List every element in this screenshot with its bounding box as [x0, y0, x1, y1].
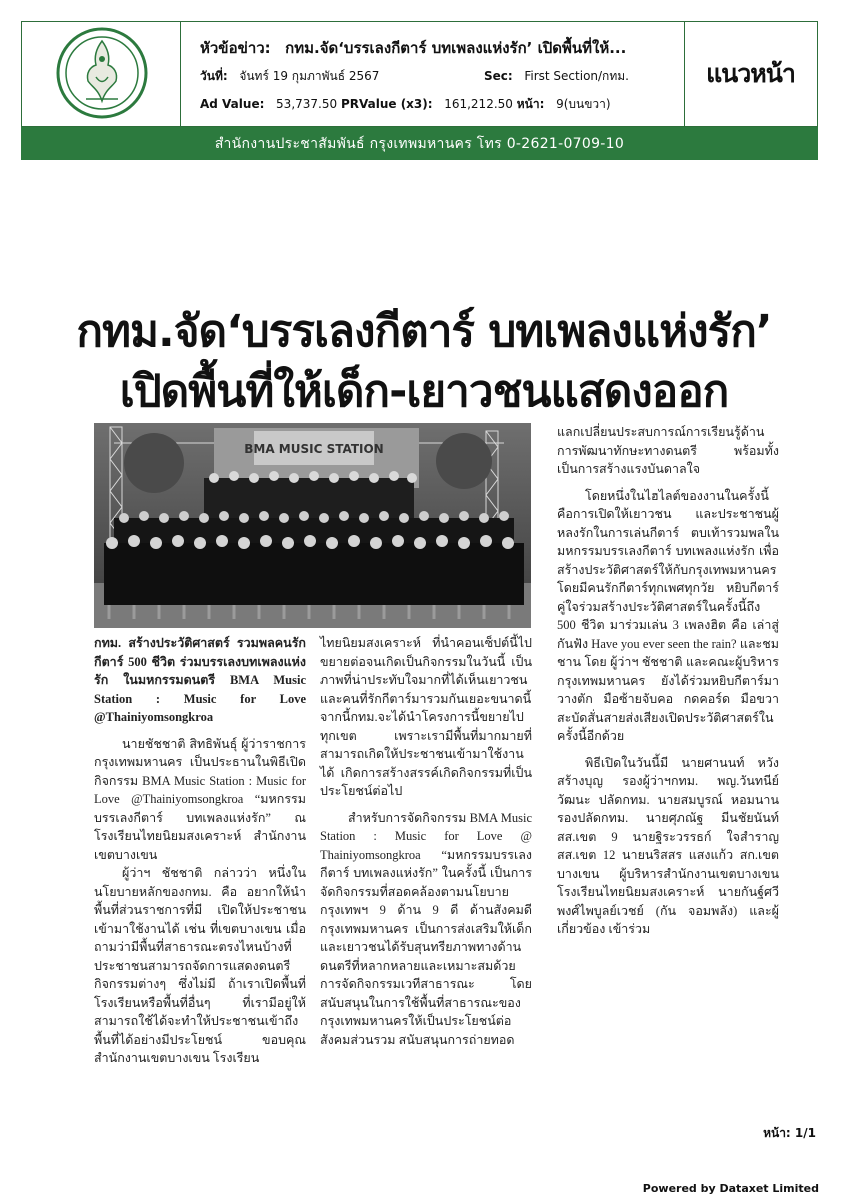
headline-label: หัวข้อข่าว:	[200, 39, 271, 57]
article-paragraph: ไทยนิยมสงเคราะห์ ที่นำคอนเซ็ปต์นี้ไปขยายต่อจนเกิดเป็นกิจกรรมในวันนี้ เป็นภาพที่น่าประทับใจมากที่ได้เห็นเยาวชนและคนที่รักกีตาร์มารวมกันเยอะขนาดนี้ จากนี้กทม.จะได้นำโครงการนี้ขยายไปทุกเขต เพราะเรามีพื้นที่มากมายที่สามารถเกิดให้ประชาชนเข้ามาใช้งานได้ เกิดการสร้างสรรค์เกิดกิจกรรมที่เป็นประโยชน์ต่อไป	[320, 636, 532, 798]
headline-text: กทม.จัด‘บรรเลงกีตาร์ บทเพลงแห่งรัก’ เปิดพื้นที่ให้...	[285, 39, 627, 57]
article-title-line2: เปิดพื้นที่ให้เด็ก-เยาวชนแสดงออก	[119, 366, 729, 417]
logo-cell	[22, 22, 181, 126]
section-cell	[684, 22, 817, 126]
newspaper-name: แนวหน้า	[706, 59, 795, 88]
bma-seal-icon	[56, 27, 148, 119]
page-indicator: หน้า: 1/1	[763, 1126, 816, 1140]
sec-label: Sec:	[484, 69, 513, 83]
page-label: หน้า:	[516, 97, 545, 111]
header-box	[21, 21, 818, 127]
date-row	[200, 67, 379, 86]
article-paragraph: แลกเปลี่ยนประสบการณ์การเรียนรู้ด้านการพัฒนาทักษะทางดนตรี พร้อมทั้งเป็นการสร้างแรงบันดาลใจ	[557, 425, 779, 476]
pr-label: PRValue (x3):	[340, 97, 433, 111]
article-column-3	[557, 423, 779, 939]
photo-caption: กทม. สร้างประวัติศาสตร์ รวมพลคนรักกีตาร์ 500 ชีวิต ร่วมบรรเลงบทเพลงแห่งรัก ในมหกรรมดนตรี BMA Music Station : Music for Love @Thainiyomsongkroa	[94, 636, 306, 724]
headline-row	[200, 36, 680, 60]
article-paragraph: โดยหนึ่งในไฮไลต์ของงานในครั้งนี้ คือการเปิดให้เยาวชน และประชาชนผู้หลงรักในการเล่นกีตาร์ ตบเท้ารวมพลในมหกรรมบรรเลงกีตาร์ บทเพลงแห่งรัก เพื่อสร้างประวัติศาสตร์ให้กับกรุงเทพมหานคร โดยมีคนรักกีตาร์ทุกเพศทุกวัย หยิบกีตาร์คู่ใจร่วมสร้างประวัติศาสตร์ในครั้งนี้ถึง 500 ชีวิต มาร่วมเล่น 3 เพลงฮิต คือ เล่าสู่กันฟัง Have you ever seen the rain? และชมชาน โดย ผู้ว่าฯ ชัชชาติ และคณะผู้บริหารกรุงเทพมหานคร ยังได้ร่วมหยิบกีตาร์มาวางตัก มือซ้ายจับคอ กดคอร์ด มือขวาสะบัดสั่นสายส่งเสียงเปิดประวัติศาสตร์ในครั้งนี้อีกด้วย	[557, 488, 779, 743]
article-paragraph: พิธีเปิดในวันนี้มี นายศานนท์ หวังสร้างบุญ รองผู้ว่าฯกทม. พญ.วันทนีย์ วัฒนะ ปลัดกทม. นายสมบูรณ์ หอมนาน รองปลัดกทม. นายศุภณัฐ มีนชัยนันท์ สส.เขต 9 นายฐิระวรรธก์ ใจสำราญ สส.เขต 12 นายนริสสร แสงแก้ว สก.เขตบางเขน ผู้บริหารสำนักงานเขตบางเขน โรงเรียนไทยนิยมสงเคราะห์ นายกันฐ์ศวีพงศ์ไพบูลย์เวชย์ (กัน จอมพลัง) และผู้เกี่ยวข้อง เข้าร่วม	[557, 755, 779, 936]
article-photo	[94, 423, 531, 628]
article-paragraph: สำหรับการจัดกิจกรรม BMA Music Station : Music for Love @ Thainiyomsongkroa “มหกรรมบรรเลงกีตาร์ บทเพลงแห่งรัก” ในครั้งนี้ เป็นการจัดกิจกรรมที่สอดคล้องตามนโยบายกรุงเทพฯ 9 ด้าน 9 ดี ด้านสังคมดี กรุงเทพมหานคร เป็นการส่งเสริมให้เด็กและเยาวชนได้รับสุนทรียภาพทางด้านดนตรีที่หลากหลายและเหมาะสมด้วยการจัดกิจกรรมเวทีสาธารณะ โดยสนับสนุนในการใช้พื้นที่สาธารณะของกรุงเทพมหานครให้เป็นประโยชน์ต่อสังคมส่วนรวม สนับสนุนการถ่ายทอด	[320, 810, 532, 1047]
office-banner: สำนักงานประชาสัมพันธ์ กรุงเทพมหานคร โทร 0-2621-0709-10	[21, 127, 818, 160]
ad-value: 53,737.50	[276, 97, 338, 111]
article-column-1	[94, 634, 306, 1068]
article-paragraph: ผู้ว่าฯ ชัชชาติ กล่าวว่า หนึ่งในนโยบายหลักของกทม. คือ อยากให้นำพื้นที่ส่วนราชการที่มี เปิดให้ประชาชนเข้ามาใช้งานได้ เช่น ที่เขตบางเขน เมื่อถามว่ามีพื้นที่สาธารณะตรงไหนบ้างที่ประชาชนสามารถจัดการแสดงดนตรี กิจกรรมต่างๆ ซึ่งไม่มี ถ้าเราเปิดพื้นที่โรงเรียนหรือพื้นที่อื่นๆ ที่เรามีอยู่ให้สามารถใช้ได้จะทำให้ประชาชนเข้าถึงพื้นที่ได้อย่างมีประโยชน์ ขอบคุณสำนักงานเขตบางเขน โรงเรียน	[94, 866, 306, 1065]
article-paragraph: นายชัชชาติ สิทธิพันธุ์ ผู้ว่าราชการกรุงเทพมหานคร เป็นประธานในพิธีเปิดกิจกรรม BMA Music Station : Music for Love @Thainiyomsongkroa “มหกรรมบรรเลงกีตาร์ บทเพลงแห่งรัก” ณ โรงเรียนไทยนิยมสงเคราะห์ สำนักงานเขตบางเขน	[94, 736, 306, 862]
page-value: 9(บนขวา)	[556, 97, 611, 111]
date-label: วันที่:	[200, 69, 228, 83]
sec-row	[484, 67, 629, 86]
article-column-2	[320, 634, 532, 1049]
ad-row	[200, 95, 611, 114]
date-value: จันทร์ 19 กุมภาพันธ์ 2567	[239, 69, 380, 83]
footer-credit: Powered by Dataxet Limited	[642, 1182, 819, 1195]
sec-value: First Section/กทม.	[524, 69, 629, 83]
info-cell	[180, 22, 685, 126]
ad-label: Ad Value:	[200, 97, 265, 111]
pr-value: 161,212.50	[444, 97, 513, 111]
article-title-line1: กทม.จัด‘บรรเลงกีตาร์ บทเพลงแห่งรัก’	[76, 306, 772, 357]
photo-banner-text: BMA MUSIC STATION	[244, 442, 384, 456]
